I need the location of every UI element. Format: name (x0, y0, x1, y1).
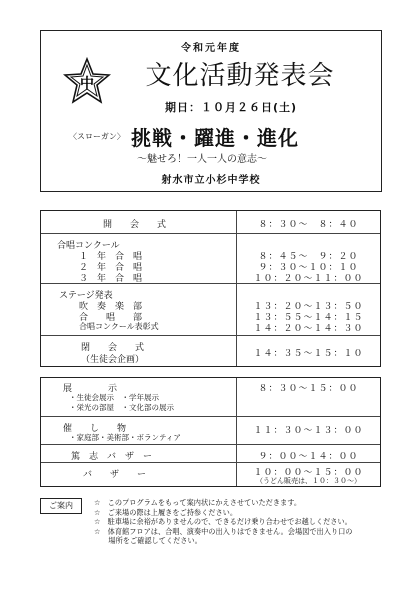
program-time: １１：３０〜１３：００ (253, 426, 364, 436)
program-sublabel: （生徒会企画） (81, 355, 145, 365)
program-sublabel: ２ 年 合 唱 (79, 263, 143, 273)
program-sublabel: 吹 奏 楽 部 (79, 302, 143, 312)
program-sublabel: 合 唱 部 (79, 313, 143, 323)
notice-item: 場所をご確認してください。 (94, 536, 202, 546)
program-sublabel: ・家庭部・美術部・ボランティア (69, 433, 181, 442)
notice-item: ☆ 駐車場に余裕がありませんので、できるだけ乗り合わせでお越しください。 (94, 517, 352, 527)
program-time: ８：３０〜１５：００ (258, 384, 359, 394)
slogan-subtitle: 〜魅せろ！一人一人の意志〜 (137, 154, 267, 165)
program-time: ９：００〜１４：００ (258, 452, 359, 462)
program-time: １３：２０〜１３：５０ (253, 302, 364, 312)
notice-item: ☆ 体育館フロアは、合唱、演奏中の出入りはできません。会場図で出入り口の (94, 526, 353, 536)
program-label: 開 会 式 (103, 220, 167, 230)
program-label: 催 し 物 (63, 424, 127, 434)
header-box (40, 30, 382, 192)
page-title: 文化活動発表会 (145, 61, 335, 91)
program-time: １０：００〜１５：００ (253, 468, 364, 478)
program-label: バ ザ ー (83, 470, 147, 480)
program-label: 篤 志 バ ザ ー (71, 452, 153, 462)
program-time: ９：３０〜１０：１０ (258, 263, 359, 273)
table-row (41, 378, 380, 416)
notice-list (94, 498, 384, 546)
program-label: 閉 会 式 (81, 343, 145, 353)
program-time: １０：２０〜１１：００ (253, 274, 364, 284)
program-time: ８：４５〜 ９：２０ (258, 252, 359, 262)
program-label: 合唱コンクール (57, 241, 120, 251)
program-time: １４：２０〜１４：３０ (253, 324, 364, 334)
school-name: 射水市立小杉中学校 (161, 175, 261, 186)
program-sublabel: 合唱コンクール表彰式 (79, 322, 159, 331)
program-time: １３：５５〜１４：１５ (253, 313, 364, 323)
program-label: 展 示 (63, 384, 118, 394)
program-label: ステージ発表 (59, 291, 113, 301)
program-time: ８：３０〜 ８：４０ (258, 220, 359, 230)
slogan-label: 〈スローガン〉 (69, 132, 125, 141)
table-row (41, 335, 380, 367)
table-row (41, 462, 380, 487)
program-sublabel: ・栄光の部屋 ・文化部の展示 (69, 403, 174, 412)
notice-label: ご案内 (40, 498, 82, 514)
program-sublabel: ・生徒会展示 ・学年展示 (69, 393, 159, 402)
event-date: 期日：１０月２６日(土) (164, 101, 298, 114)
program-time-note: （うどん販売は、１０：３０〜） (256, 477, 361, 485)
notice-item: ☆ このプログラムをもって案内状にかえさせていただきます。 (94, 498, 302, 507)
table-row (41, 233, 380, 284)
slogan: 挑戦・躍進・進化 (131, 126, 299, 150)
table-row (41, 444, 380, 463)
emblem-text: 中 (80, 76, 94, 92)
program-sublabel: １ 年 合 唱 (79, 252, 143, 262)
schedule-table-events (40, 377, 381, 487)
program-sublabel: ３ 年 合 唱 (79, 274, 143, 284)
program-time: １４：３５〜１５：１０ (253, 349, 364, 359)
notice-item: ☆ ご来場の際は上履きをご持参ください。 (94, 507, 238, 517)
era-label: 令和元年度 (181, 43, 241, 54)
table-row (41, 283, 380, 336)
table-row (41, 416, 380, 445)
schedule-table-main (40, 210, 381, 367)
table-row (41, 211, 380, 233)
